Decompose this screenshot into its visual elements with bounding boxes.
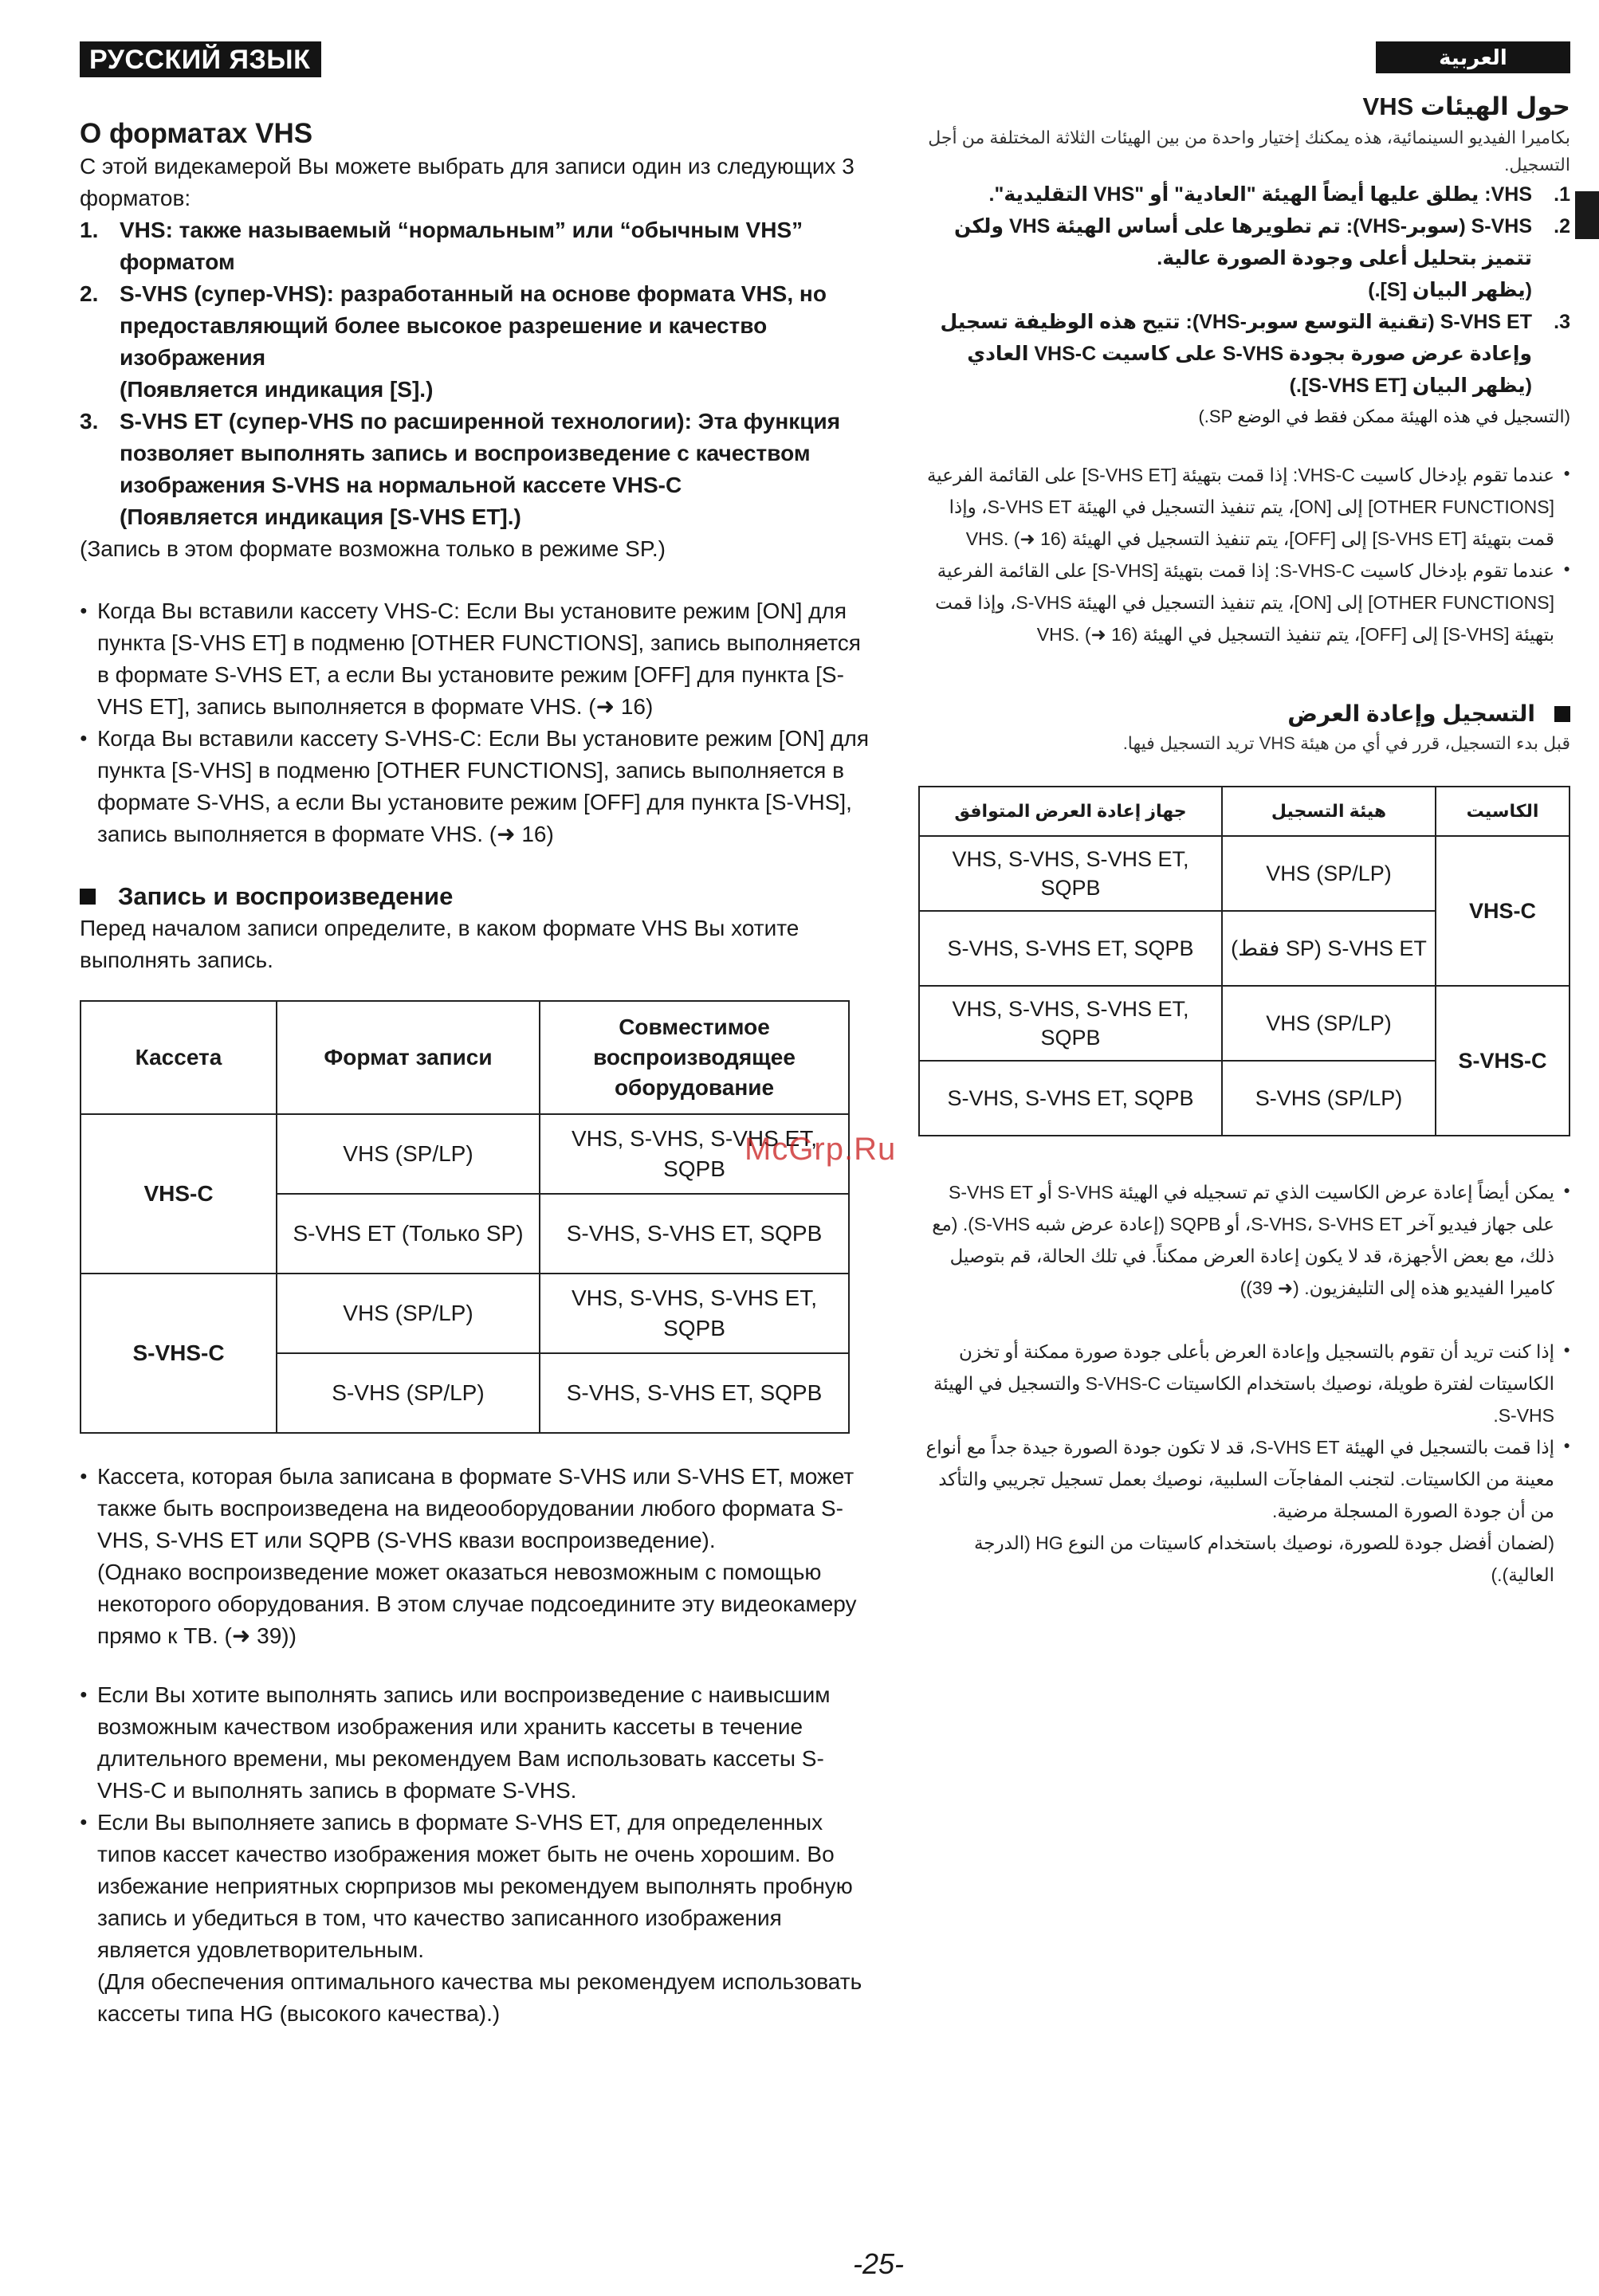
table-header: جهاز إعادة العرض المتوافق [919,787,1222,836]
bullet-s-vhs-et-quality [80,1807,869,2030]
format-cell: VHS (SP/LP) [277,1114,540,1194]
watermark: McGrp.Ru [744,1132,897,1167]
item-text: S-VHS (супер-VHS): разработанный на основе формата VHS, но предоставляющий более высокое разрешение и качество изображения [120,281,827,370]
table-header: هيئة التسجيل [1222,787,1436,836]
page-number: -25- [853,2247,905,2280]
list-item [921,179,1570,210]
item-number: 2. [80,281,99,306]
arabic-bullet-best-quality: ● إذا كنت تريد أن تقوم بالتسجيل وإعادة العرض بأعلى جودة صورة ممكنة أو تخزن الكاسيتات لفترة طويلة، نوصيك باستخدام الكاسيتات S-VHS-C والتسجيل في الهيئة S-VHS. [921,1336,1570,1431]
arabic-bullet-vhs-c: ● عندما تقوم بإدخال كاسيت VHS-C: إذا قمت بتهيئة [S-VHS ET] على القائمة الفرعية [OTHER FUNCTIONS] إلى [ON]، يتم تنفيذ التسجيل في الهيئة S-VHS ET، وإذا قمت بتهيئة [S-VHS ET] إلى [OFF]، يتم تنفيذ التسجيل في الهيئة VHS. (➜ 16) [921,459,1570,555]
equipment-cell: S-VHS, S-VHS ET, SQPB [919,911,1222,986]
format-cell: VHS (SP/LP) [1222,836,1436,911]
list-item [80,406,869,533]
list-item [80,214,869,278]
cassette-cell: VHS-C [1436,836,1570,986]
format-cell: S-VHS ET (SP فقط) [1222,911,1436,986]
arabic-body [921,89,1570,1591]
item-note: (Появляется индикация [S-VHS ET].) [120,504,521,529]
item-note: (يظهر البيان [S-VHS ET].) [1289,375,1532,397]
equipment-cell: VHS, S-VHS, S-VHS ET, SQPB [919,986,1222,1061]
format-cell: S-VHS ET (Только SP) [277,1194,540,1274]
table-row [81,1274,849,1353]
item-number: 3. [1554,311,1570,333]
equipment-cell: S-VHS, S-VHS ET, SQPB [919,1061,1222,1136]
list-item [921,210,1570,306]
item-note: (Появляется индикация [S].) [120,377,434,402]
item-number: 3. [80,409,99,434]
format-table [80,1000,850,1434]
arabic-bullet-s-vhs-c: ● عندما تقوم بإدخال كاسيت S-VHS-C: إذا قمت بتهيئة [S-VHS] على القائمة الفرعية [OTHER FUNCTIONS] إلى [ON]، يتم تنفيذ التسجيل في الهيئة S-VHS، وإذا قمت بتهيئة [S-VHS] إلى [OFF]، يتم تنفيذ التسجيل في الهيئة VHS. (➜ 16) [921,555,1570,650]
table-header: Формат записи [277,1001,540,1114]
sp-note: (Запись в этом формате возможна только в режиме SP.) [80,536,666,561]
format-cell: VHS (SP/LP) [277,1274,540,1353]
table-header: Кассета [81,1001,277,1114]
bullet-text: Если Вы выполняете запись в формате S-VHS ET, для определенных типов кассет качество изображения может быть не очень хорошим. Во избежание неприятных сюрпризов мы рекомендуем выполнять пробную запись и убедиться в том, что качество записанного изображения является удовлетворительным. [97,1810,853,1962]
table-header-row [919,787,1570,836]
bullet-note: (Однако воспроизведение может оказаться невозможным с помощью некоторого оборудования. В этом случае подсоедините эту видеокамеру прямо к ТВ. (➜ 39)) [97,1560,857,1648]
table-row [919,836,1570,911]
bullet-s-vhs-c: ● Когда Вы вставили кассету S-VHS-C: Если Вы установите режим [ON] для пункта [S-VHS] в подменю [OTHER FUNCTIONS], запись выполняется в формате S-VHS, а если Вы установите режим [OFF] для пункта [S-VHS], запись выполняется в формате VHS. (➜ 16) [80,723,869,850]
arabic-bullet-playback-compat: ● يمكن أيضاً إعادة عرض الكاسيت الذي تم تسجيله في الهيئة S-VHS أو S-VHS ET على جهاز فيديو آخر S-VHS، S-VHS ET، أو SQPB (إعادة عرض شبه S-VHS). (مع ذلك، مع بعض الأجهزة، قد لا يكون إعادة العرض ممكناً. في تلك الحالة، قم بتوصيل كاميرا الفيديو هذه إلى التليفزيون. (➜ 39)) [921,1176,1570,1304]
language-tab-arabic: العربية [1376,41,1570,73]
list-item [80,278,869,406]
bullet-vhs-c: ● Когда Вы вставили кассету VHS-C: Если Вы установите режим [ON] для пункта [S-VHS ET] в подменю [OTHER FUNCTIONS], запись выполняется в формате S-VHS ET, а если Вы установите режим [OFF] для пункта [S-VHS ET], запись выполняется в формате VHS. (➜ 16) [80,595,869,723]
bullet-text: Кассета, которая была записана в формате S-VHS или S-VHS ET, может также быть воспроизведена на видеооборудовании любого формата S-VHS, S-VHS ET или SQPB (S-VHS квази воспроизведение). [97,1464,855,1552]
equipment-cell: VHS, S-VHS, S-VHS ET, SQPB [540,1274,849,1353]
section-title: Запись и воспроизведение [80,881,869,913]
cassette-cell: S-VHS-C [81,1274,277,1433]
format-list [80,214,869,533]
bullet-text: إذا قمت بالتسجيل في الهيئة S-VHS ET، قد لا تكون جودة الصورة جيدة جداً مع أنواع معينة من الكاسيتات. لتجنب المفاجآت السلبية، نوصيك بعمل تسجيل تجريبي والتأكد من أن جودة الصورة المسجلة مرضية. [925,1437,1554,1521]
table-row [919,986,1570,1061]
edge-tab-marker [1575,191,1599,239]
format-cell: VHS (SP/LP) [1222,986,1436,1061]
language-tab-russian: РУССКИЙ ЯЗЫК [80,41,321,77]
intro-text: С этой видекамерой Вы можете выбрать для записи один из следующих 3 форматов: [80,154,855,210]
item-text: S-VHS ET (супер-VHS по расширенной технологии): Эта функция позволяет выполнять запись и воспроизведение с качеством изображения S-VHS на нормальной кассете VHS-C [120,409,841,497]
arabic-intro: بكاميرا الفيديو السينمائية، هذه يمكنك إختيار واحدة من بين الهيئات الثلاثة المختلفة من أجل التسجيل. [928,128,1570,175]
arabic-section-title: التسجيل وإعادة العرض [921,698,1570,730]
page-title: О форматах VHS [80,118,313,149]
arabic-section-intro: قبل بدء التسجيل، قرر في أي من هيئة VHS تريد التسجيل فيها. [1122,733,1570,753]
format-cell: S-VHS (SP/LP) [277,1353,540,1433]
item-text: S-VHS (سوبر-VHS): تم تطويرها على أساس الهيئة VHS ولكن تتميز بتحليل أعلى وجودة الصورة عالية. [954,215,1532,269]
arabic-bullet-s-vhs-et-quality [921,1431,1570,1591]
arabic-sp-note: (التسجيل في هذه الهيئة ممكن فقط في الوضع SP.) [1198,406,1570,426]
cassette-cell: S-VHS-C [1436,986,1570,1136]
item-note: (يظهر البيان [S].) [1368,279,1532,301]
equipment-cell: VHS, S-VHS, S-VHS ET, SQPB [919,836,1222,911]
item-text: S-VHS ET (تقنية التوسع سوبر-VHS): تتيح هذه الوظيفة تسجيل وإعادة عرض صورة بجودة S-VHS على كاسيت VHS-C العادي [940,311,1532,365]
bullet-note: (لضمان أفضل جودة للصورة، نوصيك باستخدام كاسيتات من النوع HG (الدرجة العالية).) [973,1533,1554,1585]
item-number: 2. [1554,215,1570,237]
equipment-cell: S-VHS, S-VHS ET, SQPB [540,1194,849,1274]
equipment-cell: VHS, S-VHS, S-VHS ET, SQPB [540,1114,849,1194]
item-text: VHS: يطلق عليها أيضاً الهيئة "العادية" أو "VHS التقليدية". [988,183,1532,206]
item-number: 1. [80,218,99,242]
arabic-title: حول الهيئات VHS [1362,92,1570,120]
table-header-row [81,1001,849,1114]
table-header: Совместимое воспроизводящее оборудование [540,1001,849,1114]
table-row [81,1114,849,1194]
russian-column [80,41,869,2030]
bullet-best-quality: ● Если Вы хотите выполнять запись или воспроизведение с наивысшим возможным качеством изображения или хранить кассеты в течение длительного времени, мы рекомендуем Вам использовать кассеты S-VHS-C и выполнять запись в формате S-VHS. [80,1679,869,1807]
section-intro: Перед началом записи определите, в каком формате VHS Вы хотите выполнять запись. [80,916,800,972]
arabic-column [921,41,1570,1795]
item-text: VHS: также называемый “нормальным” или “обычным VHS” форматом [120,218,803,274]
bullet-note: (Для обеспечения оптимального качества мы рекомендуем использовать кассеты типа HG (высокого качества).) [97,1969,862,2026]
arabic-format-table [918,786,1570,1136]
format-cell: S-VHS (SP/LP) [1222,1061,1436,1136]
table-header: الكاسيت [1436,787,1570,836]
cassette-cell: VHS-C [81,1114,277,1274]
item-number: 1. [1554,183,1570,206]
list-item [921,306,1570,402]
equipment-cell: S-VHS, S-VHS ET, SQPB [540,1353,849,1433]
bullet-playback-compat [80,1461,869,1652]
